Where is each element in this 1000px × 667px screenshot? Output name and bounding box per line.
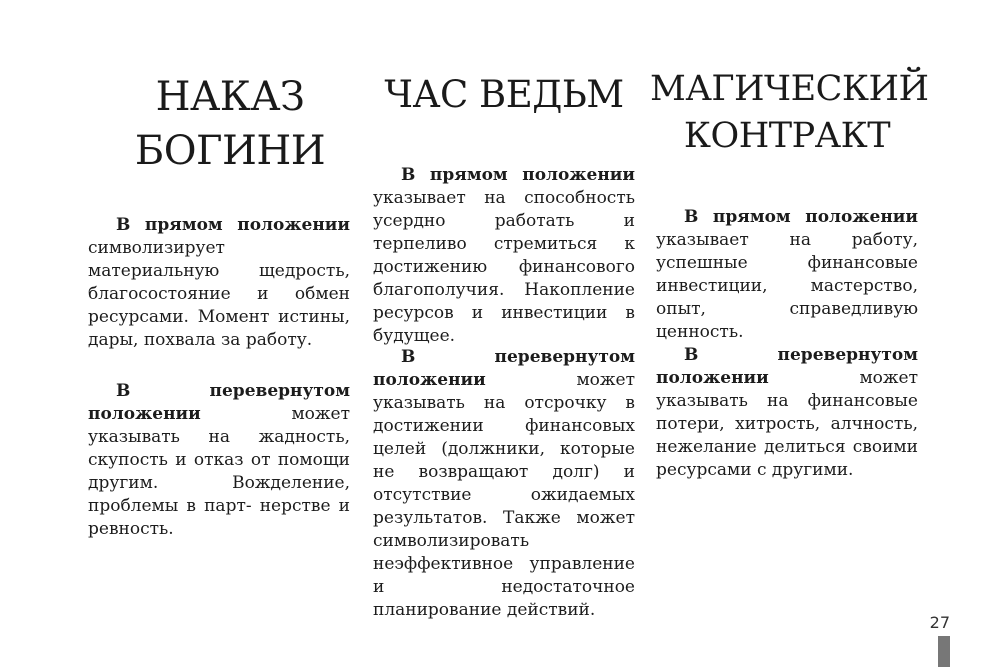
upright-meaning bbox=[373, 164, 635, 348]
card-title-line: КОНТРАКТ bbox=[683, 116, 891, 157]
upright-meaning bbox=[656, 206, 918, 344]
reversed-meaning bbox=[88, 380, 350, 541]
page-number: 27 bbox=[929, 613, 950, 632]
card-title-line: НАКАЗ bbox=[155, 74, 305, 120]
reversed-meaning bbox=[373, 346, 635, 622]
page-edge-marker bbox=[938, 636, 950, 667]
reversed-text: может указывать на финансовые потери, хитрость, алчность, нежелание делиться своими ресурсами с другими. bbox=[656, 368, 918, 480]
upright-text: символизирует материальную щедрость, благосостояние и обмен ресурсами. Момент истины, дары, похвала за работу. bbox=[88, 238, 350, 350]
upright-text: указывает на способность усердно работать и терпеливо стремиться к достижению финансового благополучия. Накопление ресурсов и инвестиции в будущее. bbox=[373, 188, 635, 346]
reversed-label: В перевернутом положении bbox=[88, 381, 350, 424]
card-title bbox=[368, 70, 640, 120]
upright-label: В прямом положении bbox=[684, 207, 918, 227]
upright-label: В прямом положении bbox=[116, 215, 350, 235]
card-title bbox=[650, 66, 929, 161]
reversed-text: может указывать на отсрочку в достижении финансовых целей (должники, которые не возвращают долг) и отсутствие ожидаемых результатов. Также может символизировать неэффективное управление и недостаточное планирование действий. bbox=[373, 370, 635, 620]
reversed-label: В перевернутом положении bbox=[656, 345, 918, 388]
upright-text: указывает на работу, успешные финансовые инвестиции, мастерство, опыт, справедливую ценность. bbox=[656, 230, 918, 342]
card-title-line: ЧАС ВЕДЬМ bbox=[384, 73, 624, 116]
reversed-meaning bbox=[656, 344, 918, 482]
reversed-text: может указывать на жадность, скупость и отказ от помощи другим. Вожделение, проблемы в парт- нерстве и ревность. bbox=[88, 404, 350, 539]
upright-label: В прямом положении bbox=[401, 165, 635, 185]
card-title bbox=[90, 70, 370, 178]
reversed-label: В перевернутом положении bbox=[373, 347, 635, 390]
card-title-line: МАГИЧЕСКИЙ bbox=[650, 69, 929, 109]
upright-meaning bbox=[88, 214, 350, 352]
card-title-line: БОГИНИ bbox=[134, 128, 326, 174]
